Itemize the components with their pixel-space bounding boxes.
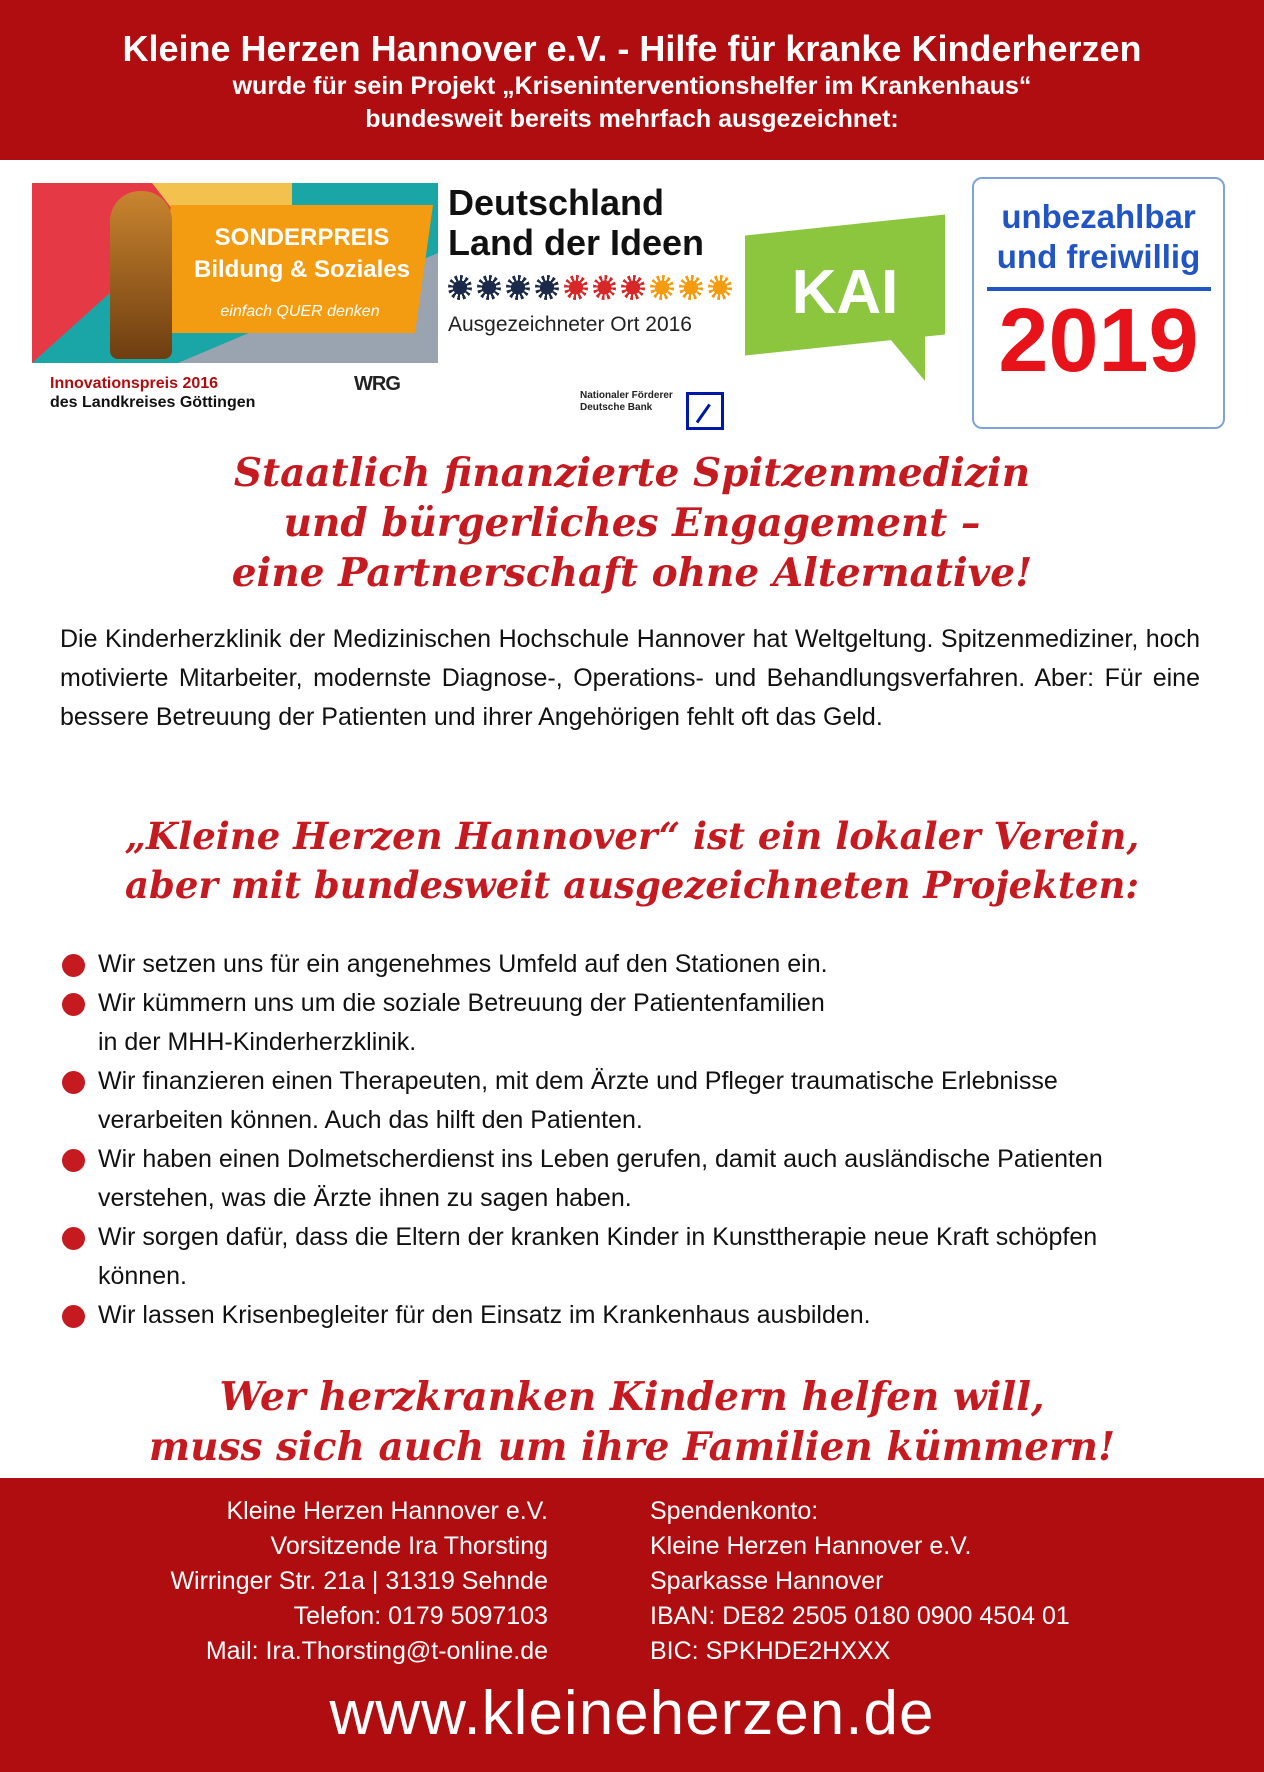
list-item xyxy=(60,1218,1160,1296)
land-der-ideen-logo xyxy=(448,183,732,337)
list-item-text: Wir lassen Krisenbegleiter für den Einsatz im Krankenhaus ausbilden. xyxy=(98,1301,871,1329)
bank-bic: BIC: SPKHDE2HXXX xyxy=(650,1637,891,1665)
list-item xyxy=(60,1062,1170,1140)
flower-icon xyxy=(535,275,559,300)
list-item xyxy=(60,1296,1210,1335)
unbezahlbar-line1: unbezahlbar xyxy=(1001,198,1196,235)
website-link[interactable]: www.kleineherzen.de xyxy=(329,1679,935,1748)
flower-icon xyxy=(621,275,645,300)
list-item-text: Wir haben einen Dolmetscherdienst ins Leben gerufen, damit auch ausländische Patienten verstehen, was die Ärzte ihnen zu sagen haben. xyxy=(98,1145,1103,1212)
header-banner xyxy=(0,0,1264,160)
sponsor-line2: Deutsche Bank xyxy=(580,402,653,413)
flower-icon xyxy=(708,275,732,300)
unbezahlbar-line2: und freiwillig xyxy=(996,238,1201,275)
footer-banner xyxy=(0,1478,1264,1772)
unbezahlbar-logo xyxy=(972,177,1225,429)
bullet-icon xyxy=(62,954,85,977)
land-der-ideen-line3: Ausgezeichneter Ort 2016 xyxy=(448,313,692,336)
heading1-line3: eine Partnerschaft ohne Alternative! xyxy=(231,550,1033,596)
contact-mail[interactable]: Mail: Ira.Thorsting@t-online.de xyxy=(205,1637,548,1665)
kai-logo xyxy=(745,205,955,377)
wrg-logo xyxy=(354,373,410,413)
flower-row-icon xyxy=(448,275,732,305)
header-subtitle-line1: wurde für sein Projekt „Kriseninterventionshelfer im Krankenhaus“ xyxy=(232,72,1032,100)
horse-statue-icon xyxy=(110,191,172,359)
heading1-line1: Staatlich finanzierte Spitzenmedizin xyxy=(233,450,1031,496)
bullet-icon xyxy=(62,1305,85,1328)
list-item-text: Wir sorgen dafür, dass die Eltern der kranken Kinder in Kunsttherapie neue Kraft schöpfen können. xyxy=(98,1223,1098,1290)
wrg-text: WRG xyxy=(354,373,400,395)
heading-verein xyxy=(0,812,1264,910)
contact-address: Wirringer Str. 21a | 31319 Sehnde xyxy=(170,1567,548,1595)
sponsor-line1: Nationaler Förderer xyxy=(580,390,673,401)
project-list xyxy=(60,945,1210,1335)
heading2-line1: „Kleine Herzen Hannover“ ist ein lokaler Verein, xyxy=(124,814,1140,858)
list-item xyxy=(60,945,1210,984)
contact-block xyxy=(170,1494,548,1669)
deutsche-bank-icon xyxy=(686,392,724,430)
bullet-icon xyxy=(62,1227,85,1250)
heading3-line1: Wer herzkranken Kindern helfen will, xyxy=(219,1374,1045,1420)
landkreis-caption: des Landkreises Göttingen xyxy=(50,394,256,411)
contact-org: Kleine Herzen Hannover e.V. xyxy=(226,1497,548,1525)
sonderpreis-slogan: einfach QUER denken xyxy=(220,303,380,320)
unbezahlbar-year: 2019 xyxy=(998,291,1199,391)
heading3-line2: muss sich auch um ihre Familien kümmern! xyxy=(148,1424,1116,1470)
land-der-ideen-line2: Land der Ideen xyxy=(448,222,705,263)
list-item xyxy=(60,1140,1180,1218)
heading-partnerschaft xyxy=(0,448,1264,598)
flower-icon xyxy=(679,275,703,300)
heading1-line2: und bürgerliches Engagement – xyxy=(283,500,981,546)
bank-block xyxy=(650,1494,1070,1669)
flower-icon xyxy=(650,275,674,300)
list-item-text: Wir finanzieren einen Therapeuten, mit dem Ärzte und Pfleger traumatische Erlebnisse verarbeiten können. Auch das hilft den Patienten. xyxy=(98,1067,1058,1134)
bank-name: Sparkasse Hannover xyxy=(650,1567,884,1595)
sonderpreis-logo xyxy=(32,183,438,363)
header-title: Kleine Herzen Hannover e.V. - Hilfe für kranke Kinderherzen xyxy=(122,28,1142,69)
bank-holder: Kleine Herzen Hannover e.V. xyxy=(650,1532,972,1560)
flower-icon xyxy=(564,275,588,300)
list-item xyxy=(60,984,840,1062)
innovationspreis-caption: Innovationspreis 2016 xyxy=(50,375,219,392)
flower-icon xyxy=(477,275,501,300)
list-item-text: Wir setzen uns für ein angenehmes Umfeld auf den Stationen ein. xyxy=(98,950,828,978)
heading2-line2: aber mit bundesweit ausgezeichneten Projekten: xyxy=(124,863,1140,907)
contact-phone: Telefon: 0179 5097103 xyxy=(293,1602,548,1630)
sonderpreis-line1: SONDERPREIS xyxy=(214,224,390,251)
bullet-icon xyxy=(62,993,85,1016)
land-der-ideen-line1: Deutschland xyxy=(448,182,665,223)
sponsor-text xyxy=(580,390,673,414)
intro-paragraph: Die Kinderherzklinik der Medizinischen Hochschule Hannover hat Weltgeltung. Spitzenmediziner, hoch motivierte Mitarbeiter, modernste Diagnose-, Operations- und Behandlungsverfahren. Aber: Für eine bessere Betreuung der Patienten und ihrer Angehörigen fehlt oft das Geld. xyxy=(60,625,1200,731)
bullet-icon xyxy=(62,1071,85,1094)
header-subtitle-line2: bundesweit bereits mehrfach ausgezeichnet: xyxy=(365,105,899,133)
flower-icon xyxy=(593,275,617,300)
bank-label: Spendenkonto: xyxy=(650,1497,819,1525)
list-item-text: Wir kümmern uns um die soziale Betreuung der Patientenfamilien in der MHH-Kinderherzklinik. xyxy=(98,989,825,1056)
heading-familien xyxy=(0,1372,1264,1472)
contact-chair: Vorsitzende Ira Thorsting xyxy=(270,1532,548,1560)
flower-icon xyxy=(506,275,530,300)
kai-text: KAI xyxy=(791,258,899,327)
sonderpreis-line2: Bildung & Soziales xyxy=(193,256,411,283)
bullet-icon xyxy=(62,1149,85,1172)
bank-iban: IBAN: DE82 2505 0180 0900 4504 01 xyxy=(650,1602,1070,1630)
flower-icon xyxy=(448,275,472,300)
